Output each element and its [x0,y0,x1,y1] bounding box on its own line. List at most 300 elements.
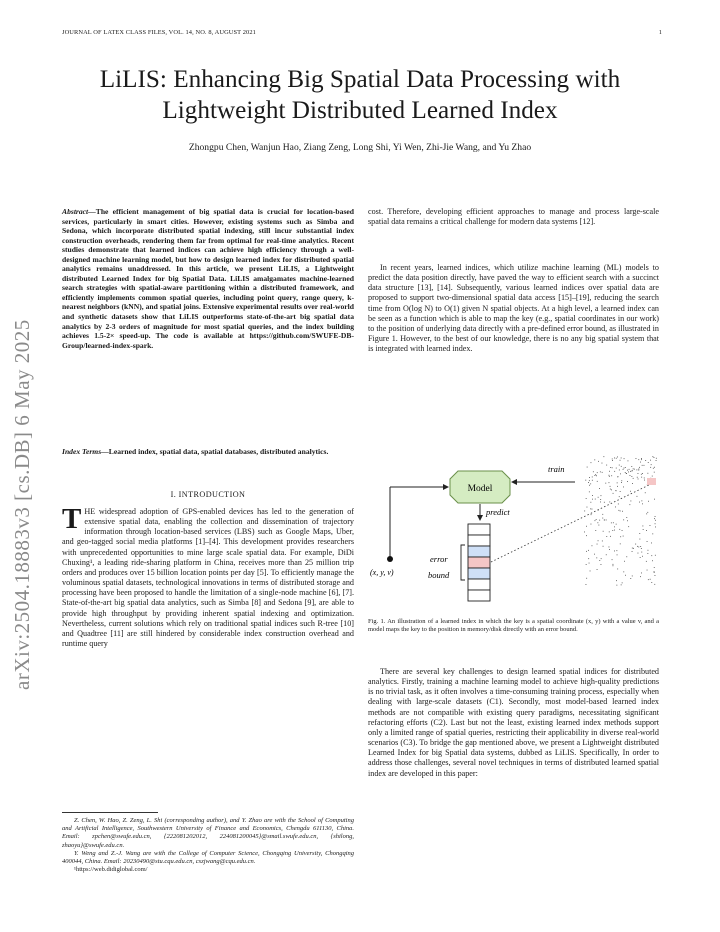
spatial-point [603,456,604,457]
right-paragraph-2: In recent years, learned indices, which utilize machine learning (ML) models to predict the data position directly, have paved the way to efficient search with a succinct data structure [13], [14]. Subsequently, various learned indices over spatial data are proposed to support two-dimensional spatial data access [15]–[19], reducing the search time from O(log N) to O(1) given N spatial objects. At a high level, a learned index can be seen as a function which is able to map the key (e.g., spatial coordinates in our work) to the position of underlying data directly with a pre-defined error bound, as illustrated in Figure 1. However, to the best of our knowledge, there is no any big spatial system that is integrated with learned index. [368,263,659,354]
spatial-point [623,536,624,537]
spatial-point [594,554,595,555]
spatial-point [629,469,630,470]
spatial-point [612,559,613,560]
spatial-point [594,459,595,460]
spatial-point [601,558,602,559]
spatial-point [612,459,613,460]
spatial-point [621,466,622,467]
spatial-point [613,522,614,523]
spatial-point [614,471,615,472]
spatial-point [651,464,652,465]
spatial-point [618,504,619,505]
spatial-point [628,472,629,473]
spatial-point [653,468,654,469]
spatial-point [630,578,631,579]
spatial-point [628,460,629,461]
spatial-point [586,526,587,527]
spatial-point [654,457,655,458]
spatial-point [609,476,610,477]
spatial-point [637,546,638,547]
spatial-point [651,582,652,583]
spatial-point [632,483,633,484]
spatial-point [650,467,651,468]
spatial-point [647,512,648,513]
spatial-point [617,554,618,555]
spatial-point [638,459,639,460]
spatial-point [641,500,642,501]
spatial-point [630,501,631,502]
spatial-point [613,564,614,565]
abstract-text: —The efficient management of big spatial data is crucial for location-based services, particularly in smart cities. However, existing systems such as Simba and Sedona, which incorporate distributed spatial indexing, still incur substantial index construction overheads, rendering them far from optimal for real-time analytics. Recent studies demonstrate that learned indices can achieve high efficiency through a well-designed machine learning model, but how to design learned index for distributed spatial analytics remains unaddressed. In this article, we present LiLIS, a Lightweight distributed Learned Index for big Spatial Data. LiLIS amalgamates machine-learned search strategies with spatial-aware partitioning within a distributed framework, and efficiently implements common spatial queries, including point query, range query, k-nearest neighbors (kNN), and spatial joins. Extensive experimental results over real-world and synthetic datasets show that LiLIS outperforms state-of-the-art big spatial data analytics by 2-3 orders of magnitude for most spatial queries, and the index building achieves 1.5-2× speed-up. The code is available at https://github.com/SWUFE-DB-Group/learned-index-spark. [62,207,354,350]
spatial-point [601,564,602,565]
spatial-point [616,458,617,459]
arxiv-stamp: arXiv:2504.18883v3 [cs.DB] 6 May 2025 [10,319,34,690]
spatial-point [623,487,624,488]
spatial-point [638,547,639,548]
spatial-point [619,465,620,466]
learned-index-diagram [370,452,658,612]
spatial-point [640,576,641,577]
spatial-point [642,503,643,504]
section-heading: I. INTRODUCTION [170,490,246,499]
spatial-point [606,536,607,537]
spatial-point [624,468,625,469]
spatial-point [584,511,585,512]
spatial-point [622,511,623,512]
spatial-point [609,549,610,550]
spatial-point [604,520,605,521]
spatial-point [610,467,611,468]
spatial-point [599,560,600,561]
spatial-point [620,473,621,474]
spatial-point [650,460,651,461]
spatial-point [654,467,655,468]
spatial-point [622,582,623,583]
spatial-point [655,527,656,528]
spatial-point [600,502,601,503]
spatial-points [584,456,657,585]
spatial-point [616,550,617,551]
spatial-point [641,548,642,549]
spatial-point [597,481,598,482]
spatial-point [586,564,587,565]
spatial-point [586,578,587,579]
spatial-point [609,547,610,548]
spatial-point [626,473,627,474]
spatial-point [630,491,631,492]
spatial-point [589,485,590,486]
spatial-point [618,510,619,511]
right-paragraph-3: There are several key challenges to design learned spatial indices for distributed analytics. Firstly, training a machine learning model to achieve high-quality predictions is no trivial task, as it often involves a time-consuming training process, especially when dealing with large-scale datasets (C1). Secondly, most model-based learned index methods are not compatible with existing query paradigms, necessitating significant refactoring efforts (C2). Last but not the least, existing learned index methods support only a limited range of spatial queries, restricting their applicability in diverse real-world scenarios (C3). To bridge the gap mentioned above, we present a Lightweight distributed Learned Index for big Spatial data systems, dubbed as LiLIS. Specifically, In order to address those challenges, several novel techniques in terms of distributed learned spatial index are developed in this paper: [368,667,659,778]
spatial-point [655,523,656,524]
key-label: (x, y, v) [370,568,394,577]
spatial-point [625,472,626,473]
spatial-point [622,530,623,531]
index-terms-label: Index Terms [62,447,102,456]
spatial-point [638,469,639,470]
spatial-point [654,472,655,473]
footnote-url[interactable]: ¹https://web.didiglobal.com/ [74,866,148,874]
spatial-point [593,471,594,472]
spatial-point [597,569,598,570]
spatial-point [609,475,610,476]
spatial-point [632,551,633,552]
spatial-point [636,469,637,470]
spatial-point [612,467,613,468]
predict-label: predict [486,507,510,517]
spatial-point [639,533,640,534]
spatial-point [591,514,592,515]
spatial-point [624,561,625,562]
abstract [62,207,354,350]
spatial-point [644,465,645,466]
spatial-point [616,524,617,525]
spatial-point [654,572,655,573]
spatial-point [589,477,590,478]
spatial-point [651,543,652,544]
spatial-point [644,478,645,479]
spatial-point [586,535,587,536]
spatial-point [602,541,603,542]
spatial-point [621,584,622,585]
spatial-point [641,573,642,574]
spatial-point [655,575,656,576]
spatial-point [617,569,618,570]
spatial-point [612,530,613,531]
bound-label: bound [428,570,450,580]
spatial-point [616,468,617,469]
spatial-point [592,499,593,500]
spatial-point [605,483,606,484]
index-terms-text: —Learned index, spatial data, spatial databases, distributed analytics. [101,447,329,456]
highlight-point [647,478,656,485]
abstract-label: Abstract [62,207,89,216]
spatial-point [590,483,591,484]
spatial-point [630,475,631,476]
journal-header: JOURNAL OF LATEX CLASS FILES, VOL. 14, NO. 8, AUGUST 2021 [62,29,256,36]
spatial-point [648,550,649,551]
spatial-point [647,473,648,474]
figure-caption: Fig. 1. An illustration of a learned index in which the key is a spatial coordinate (x, y) with a value v, and a model maps the key to the position in memory/disk directly with an error bound. [368,618,659,634]
spatial-point [590,571,591,572]
spatial-point [592,477,593,478]
spatial-point [614,458,615,459]
spatial-point [612,460,613,461]
spatial-point [654,499,655,500]
spatial-point [646,513,647,514]
spatial-point [588,558,589,559]
spatial-point [620,536,621,537]
spatial-point [621,458,622,459]
spatial-point [645,492,646,493]
spatial-point [652,456,653,457]
spatial-point [610,489,611,490]
spatial-point [602,463,603,464]
spatial-point [623,469,624,470]
spatial-point [598,540,599,541]
spatial-point [600,499,601,500]
spatial-point [648,579,649,580]
error-label: error [430,554,448,564]
spatial-point [614,530,615,531]
spatial-point [595,474,596,475]
error-bound-bracket [461,545,465,580]
spatial-point [632,576,633,577]
spatial-point [639,467,640,468]
affiliation-1: Z. Chen, W. Hao, Z. Zeng, L. Shi (corresponding author), and Y. Zhao are with the School of Computing and Artificial Intelligence, Southwestern University of Finance and Economics, Chengdu 611130, China. Email: zpchen@swufe.edu.cn, {222081202012, 224081200045}@smail.swufe.edu.cn, {shilong, zhaoyu}@swufe.edu.cn. [62,817,354,849]
spatial-point [606,520,607,521]
spatial-point [632,470,633,471]
spatial-point [636,458,637,459]
spatial-point [620,543,621,544]
spatial-point [603,531,604,532]
spatial-point [650,525,651,526]
spatial-point [602,472,603,473]
spatial-point [642,556,643,557]
spatial-point [589,563,590,564]
spatial-point [633,468,634,469]
spatial-point [655,555,656,556]
spatial-point [623,519,624,520]
spatial-point [613,493,614,494]
spatial-point [656,458,657,459]
spatial-point [597,522,598,523]
spatial-point [647,541,648,542]
spatial-point [654,518,655,519]
spatial-point [592,495,593,496]
spatial-point [628,526,629,527]
key-arrowhead [443,484,449,490]
spatial-point [596,475,597,476]
key-point [387,556,393,562]
spatial-point [586,498,587,499]
spatial-point [595,530,596,531]
spatial-point [619,529,620,530]
spatial-point [654,571,655,572]
spatial-point [590,508,591,509]
spatial-point [638,479,639,480]
drop-cap: T [62,503,82,535]
spatial-point [633,548,634,549]
spatial-point [595,499,596,500]
spatial-point [647,570,648,571]
spatial-point [639,539,640,540]
spatial-point [614,551,615,552]
spatial-point [586,584,587,585]
spatial-point [587,507,588,508]
spatial-point [597,544,598,545]
spatial-point [588,482,589,483]
spatial-point [620,491,621,492]
spatial-point [598,525,599,526]
spatial-point [600,471,601,472]
spatial-point [652,560,653,561]
spatial-point [640,546,641,547]
spatial-point [606,554,607,555]
spatial-point [620,460,621,461]
spatial-point [642,473,643,474]
spatial-point [602,518,603,519]
spatial-point [654,567,655,568]
intro-paragraph [62,503,354,649]
spatial-point [641,459,642,460]
spatial-point [640,557,641,558]
spatial-point [621,480,622,481]
figure-1 [370,452,658,612]
spatial-point [655,516,656,517]
spatial-point [646,530,647,531]
spatial-point [621,482,622,483]
spatial-point [637,477,638,478]
spatial-point [591,462,592,463]
spatial-point [642,465,643,466]
spatial-point [648,462,649,463]
spatial-point [641,474,642,475]
spatial-point [592,545,593,546]
spatial-point [590,502,591,503]
spatial-point [633,478,634,479]
spatial-point [604,502,605,503]
spatial-point [630,471,631,472]
spatial-point [648,501,649,502]
spatial-point [652,476,653,477]
spatial-point [639,502,640,503]
spatial-point [603,546,604,547]
spatial-point [626,517,627,518]
spatial-point [644,480,645,481]
spatial-point [631,476,632,477]
spatial-point [638,553,639,554]
spatial-point [592,509,593,510]
spatial-point [589,480,590,481]
spatial-point [609,482,610,483]
spatial-point [609,531,610,532]
spatial-point [606,465,607,466]
memory-cells [468,524,490,601]
spatial-point [601,495,602,496]
spatial-point [634,469,635,470]
author-list: Zhongpu Chen, Wanjun Hao, Ziang Zeng, Long Shi, Yi Wen, Zhi-Jie Wang, and Yu Zhao [188,142,532,153]
spatial-point [655,520,656,521]
spatial-point [642,526,643,527]
spatial-point [596,557,597,558]
spatial-point [585,480,586,481]
spatial-point [627,481,628,482]
spatial-point [617,482,618,483]
spatial-point [617,486,618,487]
spatial-point [596,519,597,520]
spatial-point [591,524,592,525]
spatial-point [654,584,655,585]
spatial-point [631,466,632,467]
model-label: Model [467,484,493,494]
spatial-point [586,551,587,552]
spatial-point [619,496,620,497]
intro-text: HE widespread adoption of GPS-enabled devices has led to the generation of extensive spatial data, enabling the collection and dissemination of trajectory information through location-based services (LBS) such as Google Maps, Uber, and geo-tagged social media platforms [1]–[4]. This development provides researchers with unprecedented opportunities to mine large scale spatial data. For example, DiDi Chuxing¹, a leading ride-sharing platform in China, receives more than 25 million trip orders and produces over 15 billion location points per day [5]. To efficiently manage the voluminous spatial datasets, technological innovations in terms of distributed storage and processing have been proposed to handle the limitation of a single-node machine [6], [7]. State-of-the-art big spatial data analytics, such as Simba [8] and Sedona [9], are able to provide high throughput by providing inherent spatial indexing and optimization. Nevertheless, current solutions which rely on traditional spatial indices such R-tree [10] and Quadtree [11] are still hindered by considerable index construction overhead and runtime query [62,507,354,649]
spatial-point [598,461,599,462]
spatial-point [602,514,603,515]
spatial-point [584,532,585,533]
spatial-point [592,480,593,481]
predict-arrowhead [477,515,483,521]
spatial-point [588,550,589,551]
spatial-point [651,555,652,556]
spatial-point [629,504,630,505]
spatial-point [595,520,596,521]
spatial-point [641,477,642,478]
spatial-point [613,565,614,566]
footnotes [62,817,354,874]
spatial-point [645,460,646,461]
spatial-point [618,476,619,477]
spatial-point [623,571,624,572]
spatial-point [632,548,633,549]
spatial-point [641,552,642,553]
spatial-point [598,497,599,498]
spatial-point [599,488,600,489]
spatial-point [610,486,611,487]
spatial-point [589,491,590,492]
train-label: train [548,464,565,474]
spatial-point [599,520,600,521]
spatial-point [614,526,615,527]
spatial-point [638,470,639,471]
spatial-point [635,544,636,545]
spatial-point [609,502,610,503]
spatial-point [625,467,626,468]
spatial-point [627,470,628,471]
spatial-point [594,475,595,476]
spatial-point [617,457,618,458]
spatial-point [616,585,617,586]
spatial-point [652,533,653,534]
page-number: 1 [658,29,662,36]
right-paragraph-1: cost. Therefore, developing efficient approaches to manage and process large-scale spatial data remains a critical challenge for modern data systems [12]. [368,207,659,227]
spatial-point [624,458,625,459]
spatial-point [638,473,639,474]
footnote-divider [62,812,158,813]
train-arrowhead [511,479,517,485]
spatial-point [616,580,617,581]
paper-title: LiLIS: Enhancing Big Spatial Data Processing with Lightweight Distributed Learned Index [99,66,621,124]
spatial-point [626,556,627,557]
spatial-point [637,496,638,497]
spatial-point [611,522,612,523]
spatial-point [587,467,588,468]
spatial-point [619,470,620,471]
spatial-point [610,536,611,537]
spatial-point [641,458,642,459]
spatial-point [650,579,651,580]
spatial-point [597,472,598,473]
spatial-point [611,475,612,476]
spatial-point [615,507,616,508]
index-terms [62,447,354,457]
spatial-point [615,490,616,491]
spatial-point [640,462,641,463]
mapping-line [491,485,649,562]
spatial-point [627,520,628,521]
affiliation-2: Y. Weng and Z.-J. Wang are with the College of Computer Science, Chongqing University, Chongqing 400044, China. Email: 20230490@stu.cqu.edu.cn, cszjwang@cqu.edu.cn. [62,849,354,866]
spatial-point [656,460,657,461]
spatial-point [643,529,644,530]
spatial-point [620,511,621,512]
spatial-point [625,575,626,576]
spatial-point [609,471,610,472]
spatial-point [647,553,648,554]
spatial-point [646,561,647,562]
